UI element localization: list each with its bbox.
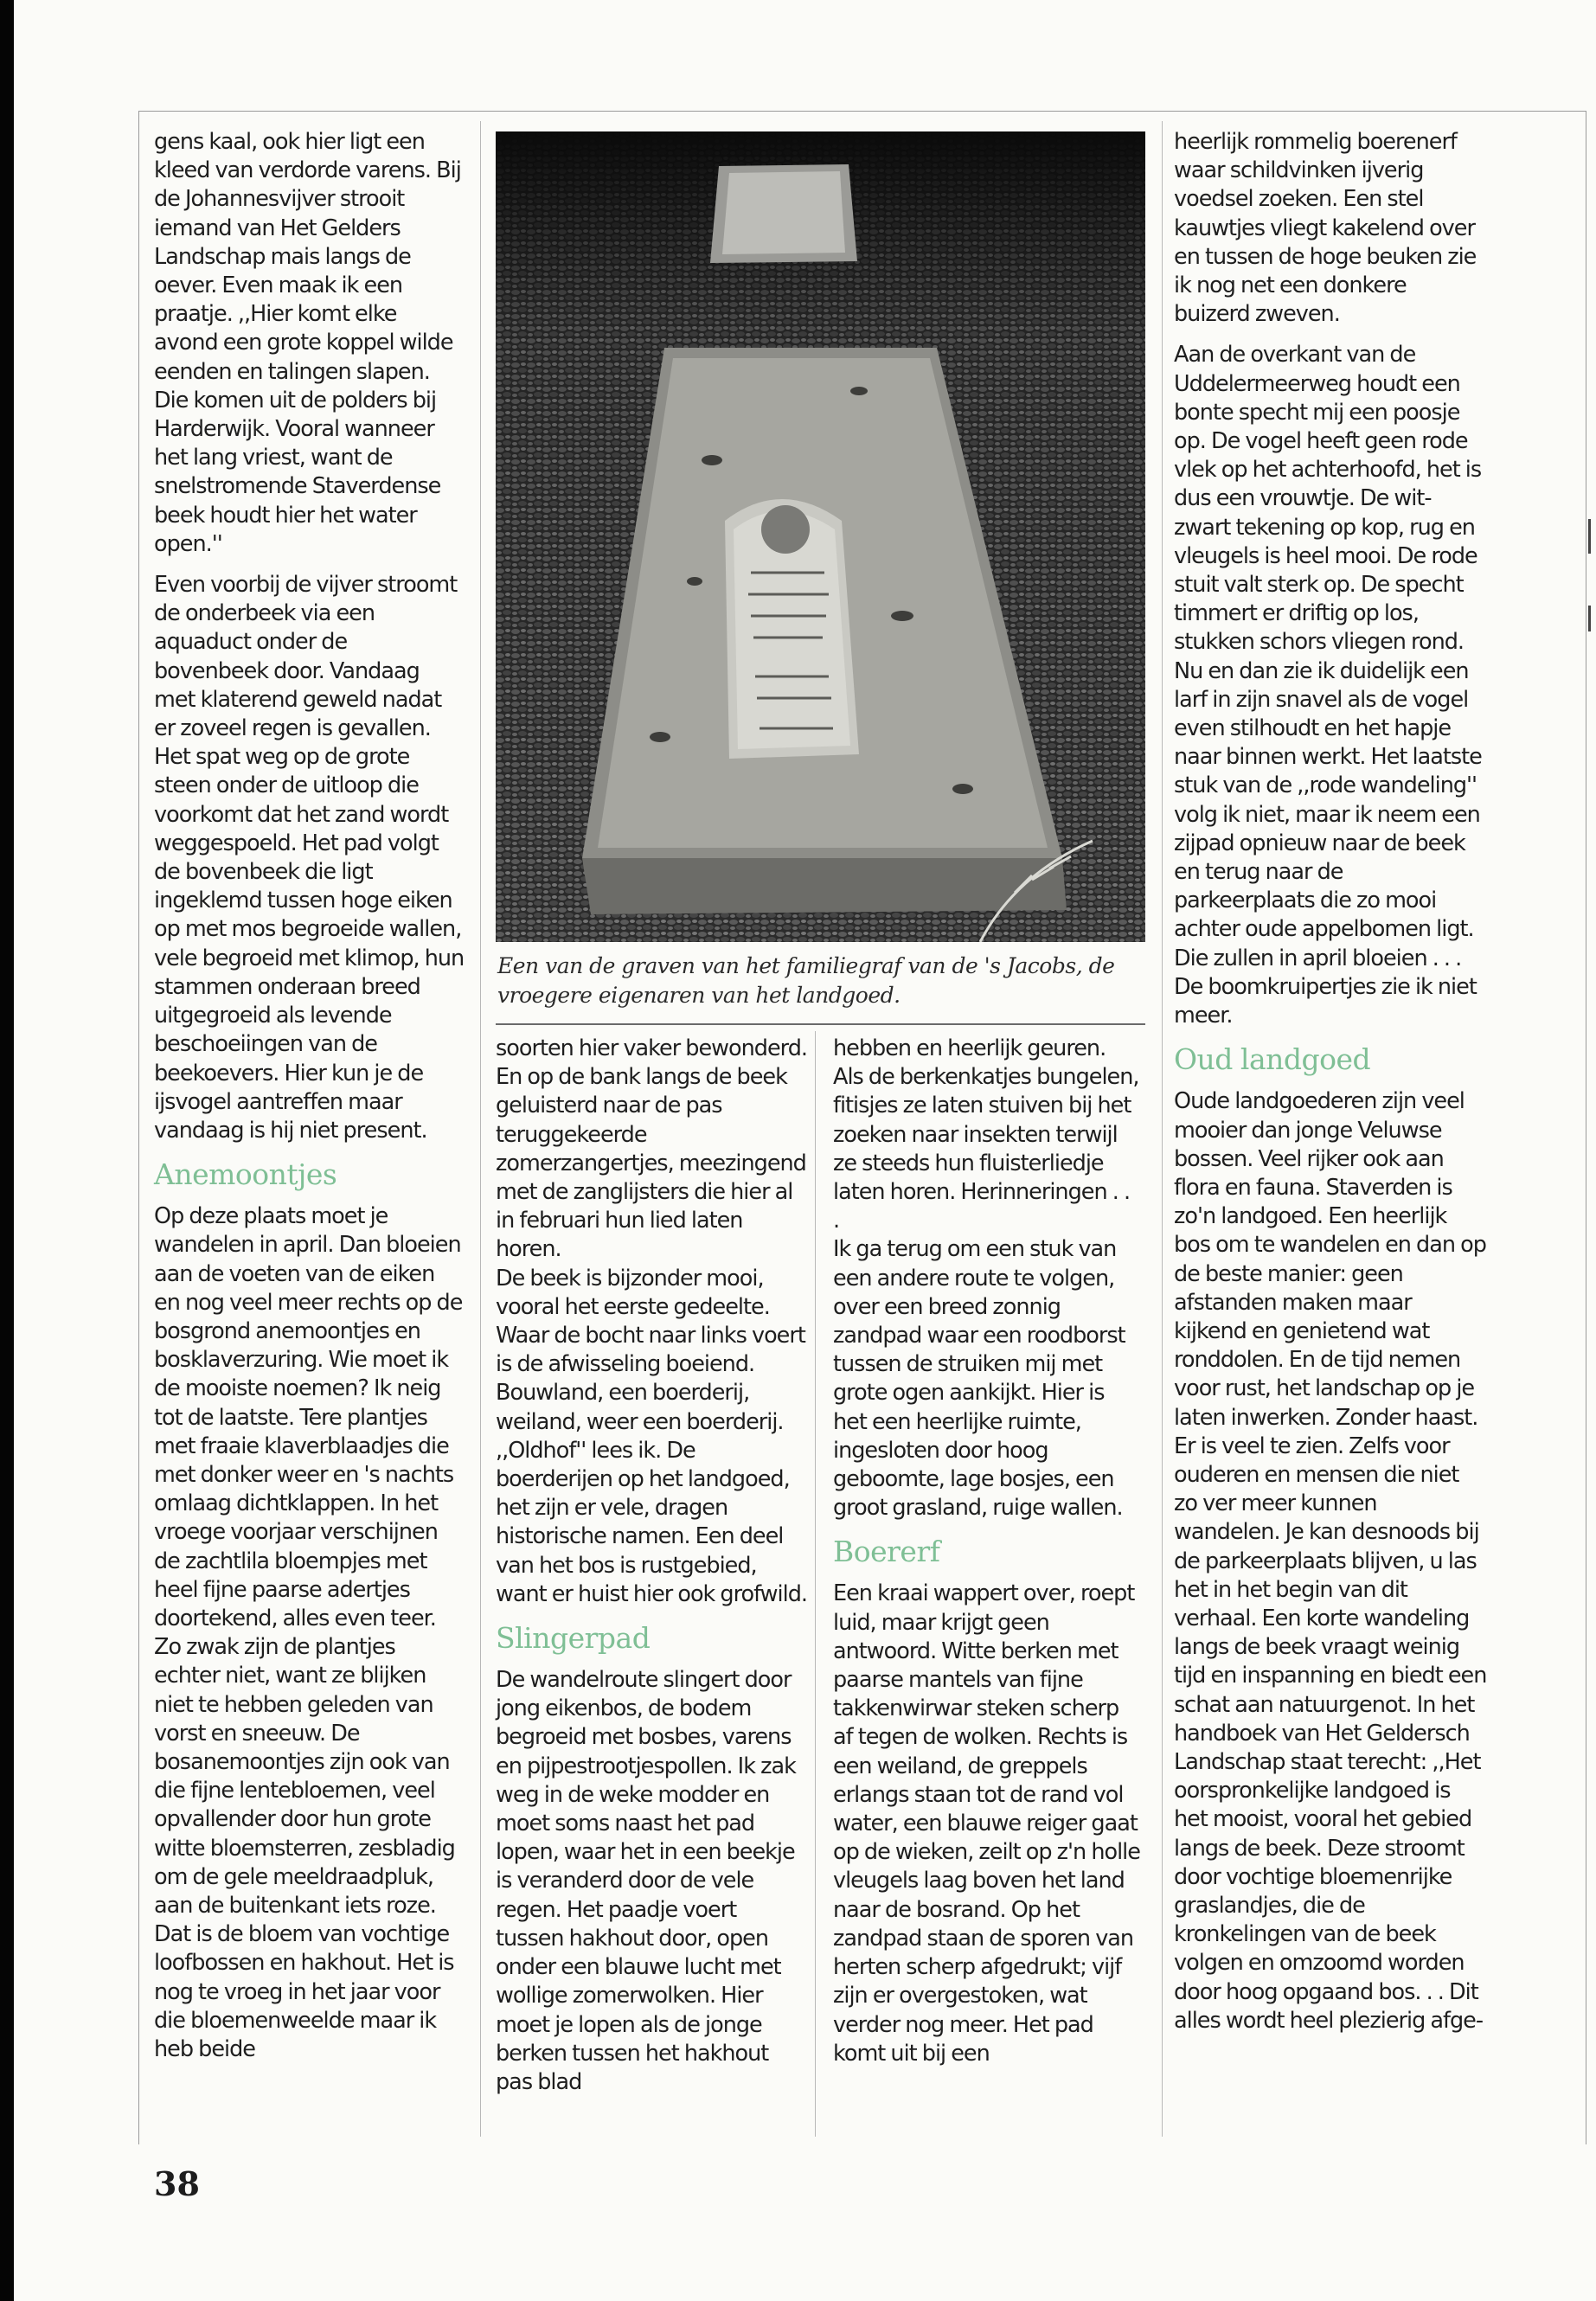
column-1 [154,128,465,2076]
page-edge-mark [1588,519,1591,554]
paragraph: heerlijk rommelig boerenerf waar schildvinken ijverig voedsel zoeken. Een stel kauwtjes vliegt kakelend over en tussen de hoge beuken zie ik nog net een donkere buizerd zweven. [1174,129,1477,328]
paragraph: Een kraai wappert over, roept luid, maar krijgt geen antwoord. Witte berken met paarse mantels van fijne takkenwirwar steken scherp af tegen de wolken. Rechts is een weiland, de greppels erlangs staan tot de rand vol water, een blauwe reiger gaat op de wieken, zeilt op z'n holle vleugels laag boven het land naar de bosrand. Op het zandpad staan de sporen van herten scherp afgedrukt; vijf zijn er overgestoken, wat verder nog meer. Het pad komt uit bij een [833,1580,1140,2067]
paragraph: De wandelroute slingert door jong eikenbos, de bodem begroeid met bosbes, varens en pijpestrootjespollen. Ik zak weg in de weke modder en moet soms naast het pad lopen, waar het in een beekje is veranderd door de vele regen. Het paadje voert tussen hakhout door, open onder een blauwe lucht met wollige zomerwolken. Hier moet je lopen als de jonge berken tussen het hakhout pas blad [496,1667,796,2095]
paragraph: gens kaal, ook hier ligt een kleed van verdorde varens. Bij de Johannesvijver strooit iemand van Het Gelders Landschap mais langs de oever. Even maak ik een praatje. ,,Hier komt elke avond een grote koppel wilde eenden en talingen slapen. Die komen uit de polders bij Harderwijk. Vooral wanneer het lang vriest, want de snelstromende Staverdense beek houdt hier het water open.'' [154,129,461,557]
page-number: 38 [154,2164,200,2203]
section-heading-boererf: Boererf [833,1535,940,1569]
paragraph: Even voorbij de vijver stroomt de onderbeek via een aquaduct onder de bovenbeek door. Vandaag met klaterend geweld nadat er zoveel regen is gevallen. Het spat weg op de grote steen onder de uitloop die voorkomt dat het zand wordt weggespoeld. Het pad volgt de bovenbeek die ligt ingeklemd tussen hoge eiken op met mos begroeide wallen, vele begroeid met klimop, hun stammen onderaan breed uitgegroeid als levende beschoeiingen van de beekoevers. Hier kun je de ijsvogel aantreffen maar vandaag is hij niet present. [154,572,465,1144]
section-heading-slingerpad: Slingerpad [496,1621,651,1656]
paragraph: Oude landgoederen zijn veel mooier dan jonge Veluwse bossen. Veel rijker ook aan flora en fauna. Staverden is zo'n landgoed. Een heerlijk bos om te wandelen en dan op de beste manier: geen afstanden maken maar kijkend en genietend wat ronddolen. En de tijd nemen voor rust, het landschap op je laten inwerken. Zonder haast. Er is veel te zien. Zelfs voor ouderen en mensen die niet zo ver meer kunnen wandelen. Je kan desnoods bij de parkeerplaats blijven, u las het in het begin van dit verhaal. Een korte wandeling langs de beek vraagt weinig tijd en inspanning en biedt een schat aan natuurgenot. In het handboek van Het Geldersch Landschap staat terecht: ,,Het oorspronkelijke landgoed is het mooist, vooral het gebied langs de beek. Deze stroomt door vochtige bloemenrijke graslandjes, die de kronkelingen van de beek volgen en omzoomd worden door hoog opgaand bos. . . Dit alles wordt heel plezierig afge- [1174,1088,1487,2034]
column-rule [480,121,481,2137]
column-3 [833,1035,1140,2080]
column-rule [1162,121,1163,2137]
paragraph: Ik ga terug om een stuk van een andere route te volgen, over een breed zonnig zandpad waar een roodborst tussen de struiken mij met grote ogen aankijkt. Hier is het een heerlijke ruimte, ingesloten door hoog geboomte, lage bosjes, een groot grasland, ruige wallen. [833,1236,1125,1522]
gravestone-illustration [496,131,1145,942]
column-4 [1174,128,1487,2048]
paragraph: De beek is bijzonder mooi, vooral het eerste gedeelte. Waar de bocht naar links voert is de afwisseling boeiend. Bouwland, een boerderij, weiland, weer een boerderij. ,,Oldhof'' lees ik. De boerderijen op het landgoed, het zijn er vele, dragen historische namen. Een deel van het bos is rustgebied, want er huist hier ook grofwild. [496,1265,807,1607]
photo-caption: Een van de graven van het familiegraf van de 's Jacobs, de vroegere eigenaren van het landgoed. [497,953,1115,1008]
grave-photo [496,131,1145,942]
page-edge-mark [1588,606,1591,631]
column-rule [815,1031,816,2137]
section-heading-anemoontjes: Anemoontjes [154,1157,337,1192]
paragraph: Aan de overkant van de Uddelermeerweg houdt een bonte specht mij een poosje op. De vogel heeft geen rode vlek op het achterhoofd, het is dus een vrouwtje. De wit-zwart tekening op kop, rug en vleugels is heel mooi. De rode stuit valt sterk op. De specht timmert er driftig op los, stukken schors vliegen rond. Nu en dan zie ik duidelijk een larf in zijn snavel als de vogel even stilhoudt en het hapje naar binnen werkt. Het laatste stuk van de ,,rode wandeling'' volg ik niet, maar ik neem een zijpad opnieuw naar de beek en terug naar de parkeerplaats die zo mooi achter oude appelbomen ligt. Die zullen in april bloeien . . . De boomkruipertjes zie ik niet meer. [1174,342,1482,1029]
paragraph: hebben en heerlijk geuren. Als de berkenkatjes bungelen, fitisjes ze laten stuiven bij het zoeken naar insekten terwijl ze steeds hun fluisterliedje laten horen. Herinneringen . . . [833,1035,1139,1234]
caption-rule [496,1023,1145,1025]
section-heading-oud-landgoed: Oud landgoed [1174,1042,1371,1077]
scan-edge [0,0,14,2301]
column-2 [496,1035,807,2109]
paragraph: Op deze plaats moet je wandelen in april. Dan bloeien aan de voeten van de eiken en nog veel meer rechts op de bosgrond anemoontjes en bosklaverzuring. Wie moet ik de mooiste noemen? Ik neig tot de laatste. Tere plantjes met fraaie klaverblaadjes die met donker weer en 's nachts omlaag dichtklappen. In het vroege voorjaar verschijnen de zachtlila bloempjes met heel fijne paarse adertjes doortekend, alles even teer. Zo zwak zijn de plantjes echter niet, want ze blijken niet te hebben geleden van vorst en sneeuw. De bosanemoontjes zijn ook van die fijne lentebloemen, veel opvallender door hun grote witte bloemsterren, zesbladig om de gele meeldraadpluk, aan de buitenkant iets roze. Dat is de bloem van vochtige loofbossen en hakhout. Het is nog te vroeg in het jaar voor die bloemenweelde maar ik heb beide [154,1203,463,2062]
paragraph: soorten hier vaker bewonderd. En op de bank langs de beek geluisterd naar de pas teruggekeerde zomerzangertjes, meezingend met de zanglijsters die hier al in februari hun lied laten horen. [496,1035,808,1263]
